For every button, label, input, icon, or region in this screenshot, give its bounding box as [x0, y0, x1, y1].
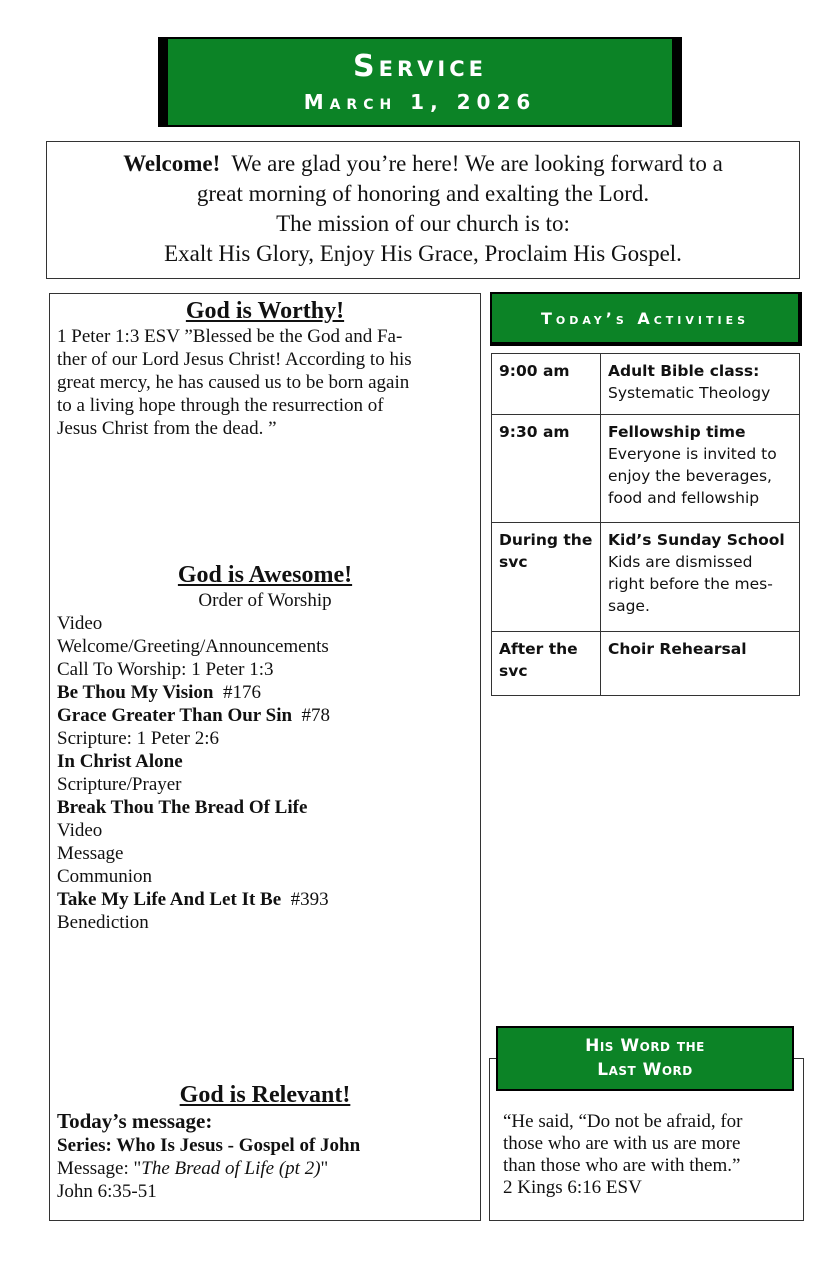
his-word-heading [498, 1028, 792, 1089]
list-item: Scripture/Prayer [57, 774, 182, 795]
activity-desc: Kid’s Sunday School Kids are dismissed right before the mes-sage. [601, 523, 800, 632]
welcome-line-2: great morning of honoring and exalting the Lord. [196, 181, 650, 206]
list-item: Take My Life And Let It Be #393 [57, 889, 329, 910]
list-item: Scripture: 1 Peter 2:6 [57, 728, 219, 749]
table-row [492, 415, 800, 523]
activity-time: 9:30 am [492, 415, 601, 523]
header-banner [158, 37, 682, 127]
his-word-heading-line: Last Word [597, 1060, 693, 1080]
quote-line: “He said, “Do not be afraid, for [503, 1111, 743, 1132]
welcome-line-1 [47, 149, 799, 179]
todays-message-label: Today’s message: [57, 1109, 213, 1133]
welcome-text-1: We are glad you’re here! We are looking forward to a [231, 151, 723, 176]
service-date: March 1, 2026 [303, 90, 537, 114]
list-item: Message [57, 843, 124, 864]
table-row [492, 523, 800, 632]
series-title: Series: Who Is Jesus - Gospel of John [57, 1135, 361, 1156]
verse-line: great mercy, he has caused us to be born again [57, 372, 410, 393]
service-title: Service [353, 49, 487, 84]
list-item: Grace Greater Than Our Sin #78 [57, 705, 331, 726]
header-banner-inner [168, 39, 672, 125]
activity-desc: Adult Bible class: Systematic Theology [601, 354, 800, 415]
quote-line: those who are with us are more [503, 1133, 741, 1154]
worthy-heading: God is Worthy! [185, 298, 345, 324]
section-awesome [50, 562, 480, 934]
list-item: Video [57, 613, 103, 634]
verse-line: to a living hope through the resurrection of [57, 395, 384, 416]
worthy-verse [50, 325, 480, 440]
welcome-bold: Welcome! [123, 151, 221, 176]
list-item: Communion [57, 866, 153, 887]
order-of-worship-list [50, 612, 480, 934]
his-word-quote [503, 1111, 793, 1199]
table-row [492, 632, 800, 696]
left-column [49, 293, 481, 1221]
list-item: Benediction [57, 912, 149, 933]
quote-line: 2 Kings 6:16 ESV [503, 1177, 642, 1198]
relevant-heading: God is Relevant! [179, 1082, 351, 1108]
list-item: Call To Worship: 1 Peter 1:3 [57, 659, 274, 680]
activity-time: 9:00 am [492, 354, 601, 415]
his-word-header [496, 1026, 794, 1091]
table-row [492, 354, 800, 415]
awesome-heading: God is Awesome! [177, 562, 353, 588]
activities-table [491, 353, 800, 696]
section-relevant [50, 1082, 480, 1203]
welcome-line-3: The mission of our church is to: [276, 211, 570, 236]
list-item: Break Thou The Bread Of Life [57, 797, 308, 818]
list-item: Video [57, 820, 103, 841]
scripture-reference: John 6:35-51 [57, 1181, 157, 1202]
verse-line: 1 Peter 1:3 ESV ”Blessed be the God and Fa- [57, 326, 403, 347]
activities-heading: Today’s Activities [492, 294, 798, 342]
welcome-box [46, 141, 800, 279]
order-of-worship-label: Order of Worship [198, 590, 332, 611]
welcome-line-4: Exalt His Glory, Enjoy His Grace, Proclaim His Gospel. [164, 241, 682, 266]
verse-line: ther of our Lord Jesus Christ! According to his [57, 349, 412, 370]
verse-line: Jesus Christ from the dead. ” [57, 418, 277, 439]
activities-header [490, 292, 802, 346]
activity-desc: Choir Rehearsal [601, 632, 800, 696]
list-item: Be Thou My Vision #176 [57, 682, 261, 703]
message-title: The Bread of Life (pt 2) [141, 1158, 321, 1179]
list-item: Welcome/Greeting/Announcements [57, 636, 329, 657]
activity-time: During the svc [492, 523, 601, 632]
his-word-heading-line: His Word the [585, 1036, 705, 1056]
message-line: Message: "The Bread of Life (pt 2)" [57, 1158, 329, 1179]
quote-line: than those who are with them.” [503, 1155, 741, 1176]
list-item: In Christ Alone [57, 751, 183, 772]
relevant-body [50, 1109, 480, 1203]
activity-time: After the svc [492, 632, 601, 696]
activity-desc: Fellowship time Everyone is invited to enjoy the beverages, food and fellowship [601, 415, 800, 523]
section-worthy [50, 298, 480, 440]
